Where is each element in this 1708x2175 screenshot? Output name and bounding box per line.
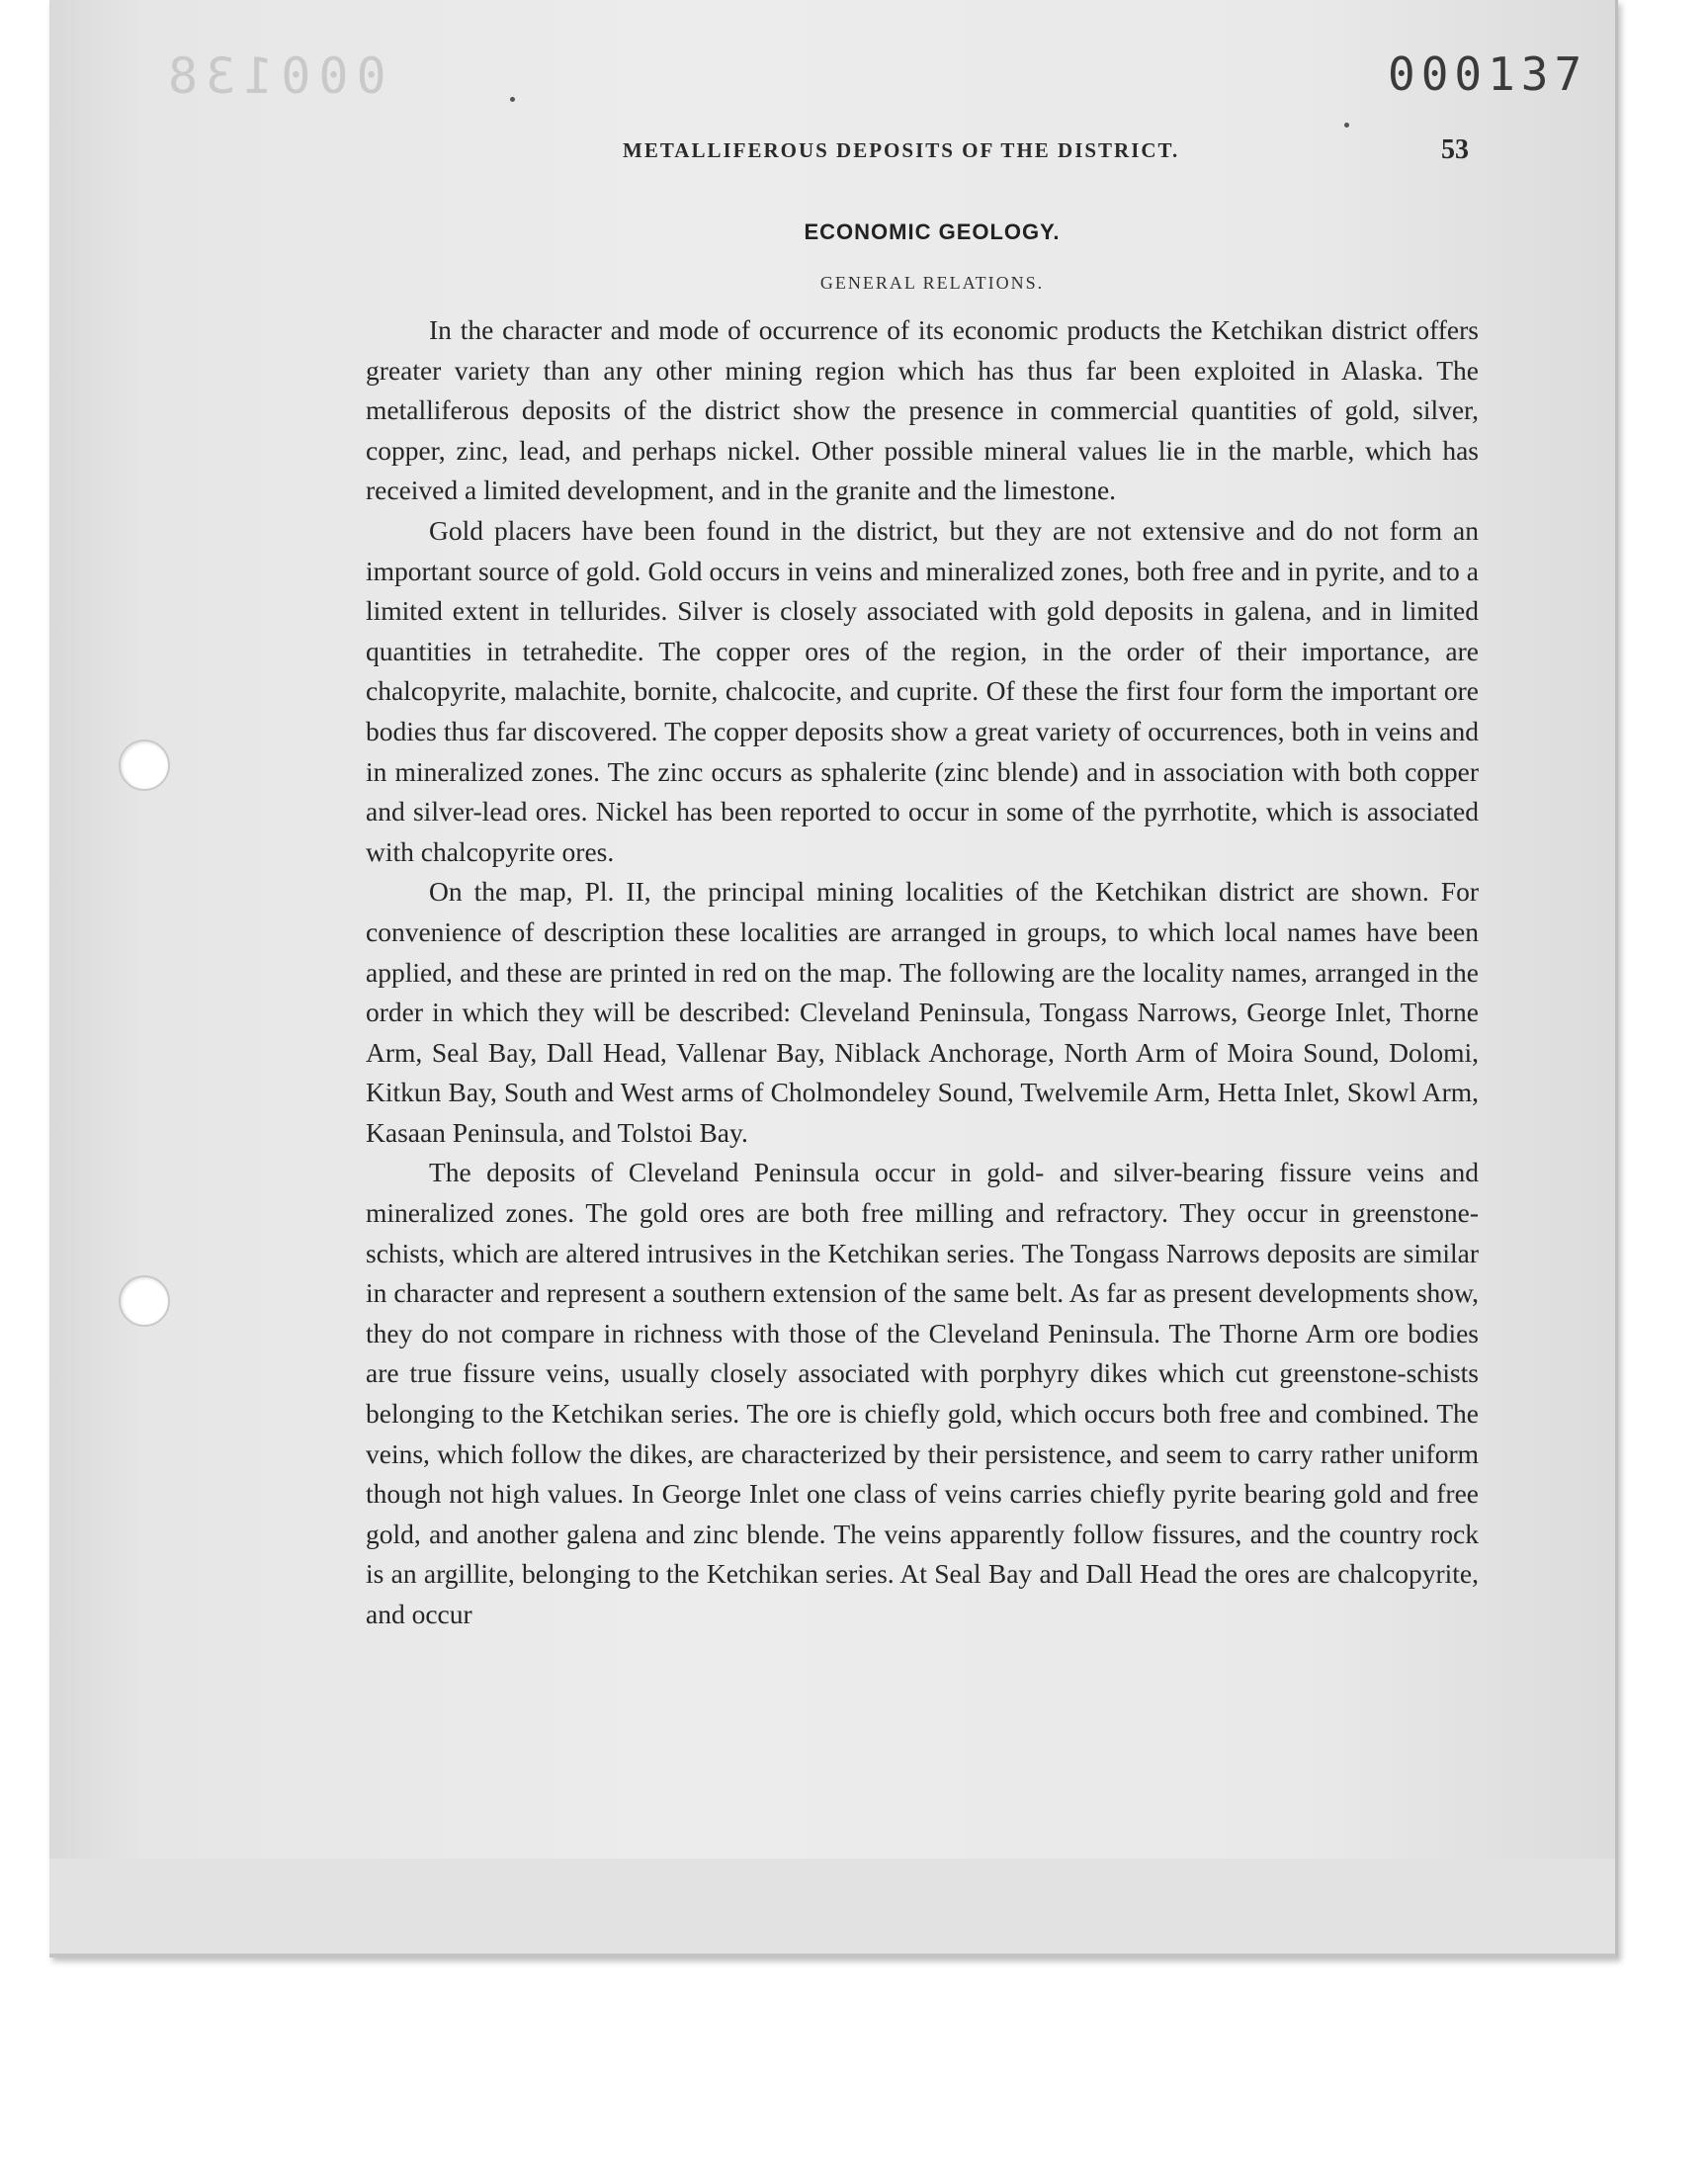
paragraph-general-products: In the character and mode of occurrence of its economic products the Ketchikan district offers greater variety than any other mining region which has thus far been exploited in Alaska. The metalliferous deposits of the district show the presence in commercial quantities of gold, silver, copper, zinc, lead, and perhaps nickel. Other possible mineral values lie in the marble, which has received a limited development, and in the granite and the limestone. [366,314,1479,506]
speck-mark [510,97,515,102]
paragraph-cleveland-deposits: The deposits of Cleveland Peninsula occur in gold- and silver-bearing fissure veins and mineralized zones. The gold ores are both free milling and refractory. They occur in greenstone-schists, which are altered intrusives in the Ketchikan series. The Tongass Narrows deposits are similar in character and represent a southern extension of the same belt. As far as present developments show, they do not compare in richness with those of the Cleveland Peninsula. The Thorne Arm ore bodies are true fissure veins, usually closely associated with porphyry dikes which cut greenstone-schists belonging to the Ketchikan series. The ore is chiefly gold, which occurs both free and combined. The veins, which follow the dikes, are characterized by their persistence, and seem to carry rather uniform though not high values. In George Inlet one class of veins carries chiefly pyrite bearing gold and free gold, and another galena and zinc blende. The veins apparently follow fissures, and the country rock is an argillite, belonging to the Ketchikan series. At Seal Bay and Dall Head the ores are chalcopyrite, and occur [366,1157,1479,1629]
page-number: 53 [1441,134,1469,165]
paragraph-mining-localities: On the map, Pl. II, the principal mining localities of the Ketchikan district are shown. For convenience of description these localities are arranged in groups, to which local names have been applied, and these are printed in red on the map. The following are the locality names, arranged in the order in which they will be described: Cleveland Peninsula, Tongass Narrows, George Inlet, Thorne Arm, Seal Bay, Dall Head, Vallenar Bay, Niblack Anchorage, North Arm of Moira Sound, Dolomi, Kitkun Bay, South and West arms of Cholmondeley Sound, Twelvemile Arm, Hetta Inlet, Skowl Arm, Kasaan Peninsula, and Tolstoi Bay. [366,876,1479,1148]
speck-mark [1344,123,1349,128]
document-stamp-number: 000137 [1388,47,1588,101]
body-text [366,310,1479,1635]
subsection-title: GENERAL RELATIONS. [819,273,1045,293]
running-head: METALLIFEROUS DEPOSITS OF THE DISTRICT. [623,138,1180,162]
paragraph-gold-silver-copper: Gold placers have been found in the district, but they are not extensive and do not form an important source of gold. Gold occurs in veins and mineralized zones, both free and in pyrite, and to a limited extent in tellurides. Silver is closely associated with gold deposits in galena, and in limited quantities in tetrahedite. The copper ores of the region, in the order of their importance, are chalcopyrite, malachite, bornite, chalcocite, and cuprite. Of these the first four form the important ore bodies thus far discovered. The copper deposits show a great variety of occurrences, both in veins and in mineralized zones. The zinc occurs as sphalerite (zinc blende) and in association with both copper and silver-lead ores. Nickel has been reported to occur in some of the pyrrhotite, which is associated with chalcopyrite ores. [366,514,1479,867]
section-title: ECONOMIC GEOLOGY. [804,219,1061,244]
scan-bottom-band [49,1859,1615,1954]
bleed-through-page-stamp: 000138 [160,47,386,105]
punch-hole-upper [119,740,170,791]
punch-hole-lower [119,1275,170,1327]
